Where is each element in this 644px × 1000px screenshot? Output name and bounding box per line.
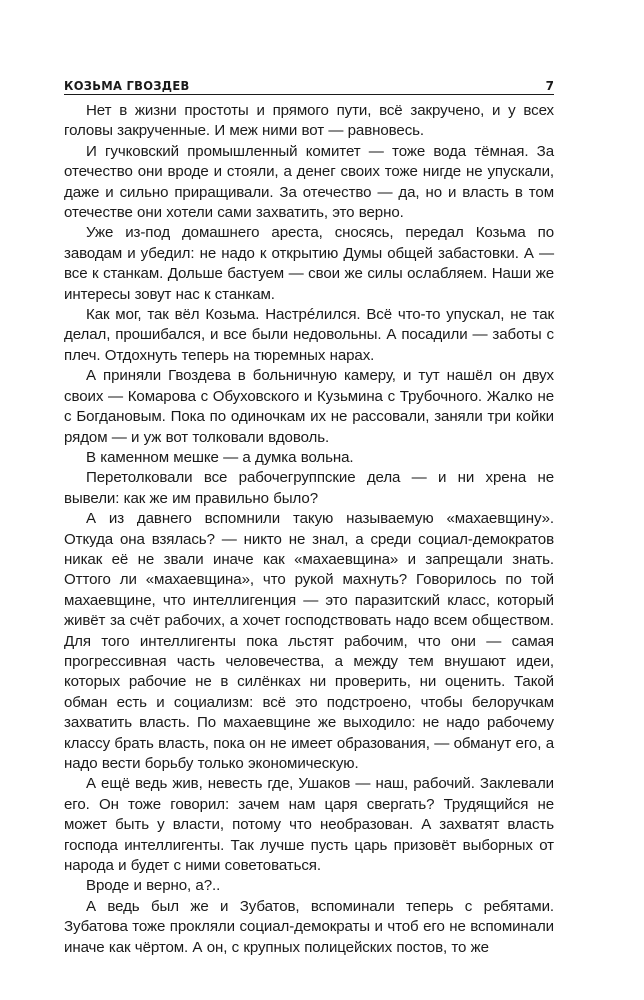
paragraph: А из давнего вспомнили такую называемую «махаевщину». Откуда она взялась? — никто не знал, а среди социал-демократов никак её не звали иначе как «махаевщина» и запрещали знать. Оттого ли «махаевщина», что рукой махнуть? Говорилось по той махаевщине, что интеллигенция — это паразитский класс, который живёт за счёт рабочих, а хочет господствовать надо всем обществом. Для того интеллигенты пока льстят рабочим, что они — самая прогрессивная часть человечества, а между тем внушают идеи, которых рабочие не в силёнках ни проверить, ни оценить. Такой обман есть и социализм: всё это подстроено, чтобы белоручкам захватить власть. По махаевщине же выходило: не надо рабочему классу брать власть, пока он не имеет образования, — обманут его, а надо вести борьбу только экономическую. <box>64 510 554 772</box>
paragraph: А приняли Гвоздева в больничную камеру, и тут нашёл он двух своих — Комарова с Обуховского и Кузьмина с Трубочного. Жалко не с Богдановым. Пока по одиночкам их не рассовали, заняли три койки рядом — и уж вот толковали вдоволь. <box>64 367 554 446</box>
book-page <box>64 74 554 958</box>
running-header-author: КОЗЬМА ГВОЗДЕВ <box>64 78 190 94</box>
running-header <box>64 74 554 95</box>
paragraph: Перетолковали все рабочегруппские дела — и ни хрена не вывели: как же им правильно было? <box>64 469 554 507</box>
paragraph: А ведь был же и Зубатов, вспоминали теперь с ребятами. Зубатова тоже прокляли социал-демократы и чтоб его не вспоминали иначе как чёртом. А он, с крупных полицейских постов, то же <box>64 897 554 956</box>
paragraph: А ещё ведь жив, невесть где, Ушаков — наш, рабочий. Заклевали его. Он тоже говорил: зачем нам царя свергать? Трудящийся не может быть у власти, потому что необразован. А захватят власть господа интеллигенты. Так лучше пусть царь призовёт выборных от народа и будет с ними советоваться. <box>64 775 554 875</box>
paragraph: Нет в жизни простоты и прямого пути, всё закручено, и у всех головы закрученные. И меж ними вот — равновесь. <box>64 102 554 140</box>
paragraph: В каменном мешке — а думка вольна. <box>86 448 354 466</box>
body-text <box>64 101 554 958</box>
paragraph: Уже из-под домашнего ареста, сносясь, передал Козьма по заводам и убедил: не надо к открытию Думы общей забастовки. А — все к станкам. Дольше бастуем — свои же силы ослабляем. Наши же интересы зовут нас к станкам. <box>64 224 554 303</box>
paragraph: И гучковский промышленный комитет — тоже вода тёмная. За отечество они вроде и стояли, а денег своих тоже нигде не упускали, даже и сильно приращивали. За отечество — да, но и власть в том отечестве они хотели сами захватить, это верно. <box>64 142 554 222</box>
paragraph: Вроде и верно, а?.. <box>86 877 221 895</box>
paragraph: Как мог, так вёл Козьма. Настрéлился. Всё что-то упускал, не так делал, прошибался, и все были недовольны. А посадили — заботы с плеч. Отдохнуть теперь на тюремных нарах. <box>64 306 554 364</box>
page-number: 7 <box>545 79 554 93</box>
